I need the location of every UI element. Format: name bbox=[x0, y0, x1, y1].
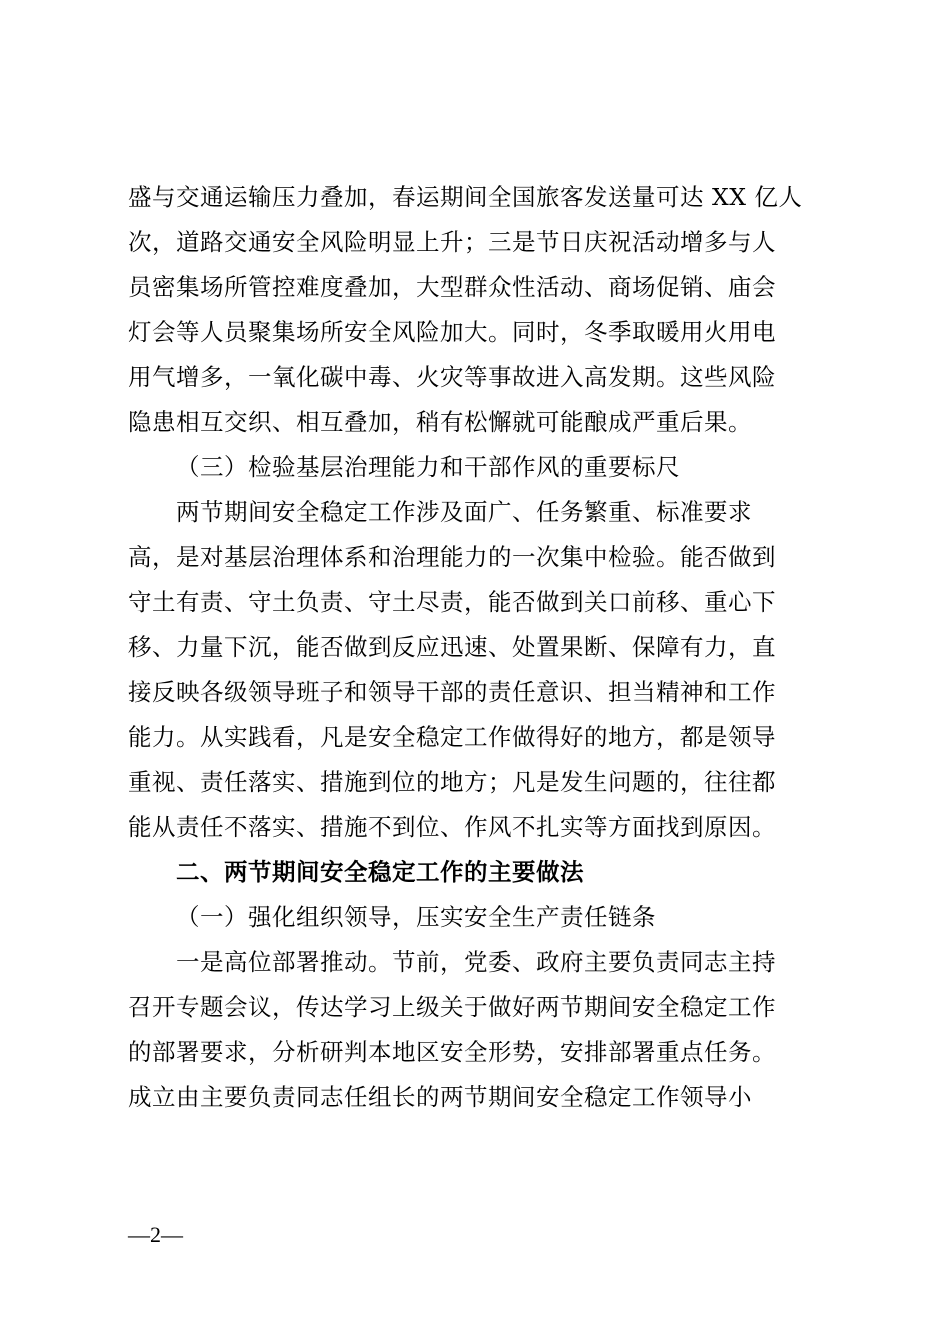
body-text-line: 守土有责、守土负责、守土尽责，能否做到关口前移、重心下 bbox=[128, 588, 776, 616]
body-text-line: 能力。从实践看，凡是安全稳定工作做得好的地方，都是领导 bbox=[128, 723, 776, 751]
body-text-line: 接反映各级领导班子和领导干部的责任意识、担当精神和工作 bbox=[128, 678, 776, 706]
body-text-line: 两节期间安全稳定工作涉及面广、任务繁重、标准要求 bbox=[176, 498, 752, 526]
page-number: —2— bbox=[128, 1222, 183, 1247]
body-text-line: 灯会等人员聚集场所安全风险加大。同时，冬季取暖用火用电 bbox=[128, 318, 776, 346]
body-text-line: 次，道路交通安全风险明显上升；三是节日庆祝活动增多与人 bbox=[128, 228, 776, 256]
body-text-line: 移、力量下沉，能否做到反应迅速、处置果断、保障有力，直 bbox=[128, 633, 776, 661]
section-subheading: （一）强化组织领导，压实安全生产责任链条 bbox=[176, 903, 656, 931]
section-subheading: （三）检验基层治理能力和干部作风的重要标尺 bbox=[176, 453, 680, 481]
body-text-line: 能从责任不落实、措施不到位、作风不扎实等方面找到原因。 bbox=[128, 813, 776, 841]
body-text-line: 盛与交通运输压力叠加，春运期间全国旅客发送量可达 XX 亿人 bbox=[128, 183, 803, 211]
body-text-line: 隐患相互交织、相互叠加，稍有松懈就可能酿成严重后果。 bbox=[128, 408, 752, 436]
section-heading: 二、两节期间安全稳定工作的主要做法 bbox=[176, 858, 584, 886]
body-text-line: 员密集场所管控难度叠加，大型群众性活动、商场促销、庙会 bbox=[128, 273, 776, 301]
body-text-line: 成立由主要负责同志任组长的两节期间安全稳定工作领导小 bbox=[128, 1083, 752, 1111]
body-text-line: 重视、责任落实、措施到位的地方；凡是发生问题的，往往都 bbox=[128, 768, 776, 796]
body-text-line: 的部署要求，分析研判本地区安全形势，安排部署重点任务。 bbox=[128, 1038, 776, 1066]
body-text-line: 召开专题会议，传达学习上级关于做好两节期间安全稳定工作 bbox=[128, 993, 776, 1021]
body-text-line: 一是高位部署推动。节前，党委、政府主要负责同志主持 bbox=[176, 948, 776, 976]
body-text-line: 高，是对基层治理体系和治理能力的一次集中检验。能否做到 bbox=[128, 543, 776, 571]
body-text-line: 用气增多，一氧化碳中毒、火灾等事故进入高发期。这些风险 bbox=[128, 363, 776, 391]
